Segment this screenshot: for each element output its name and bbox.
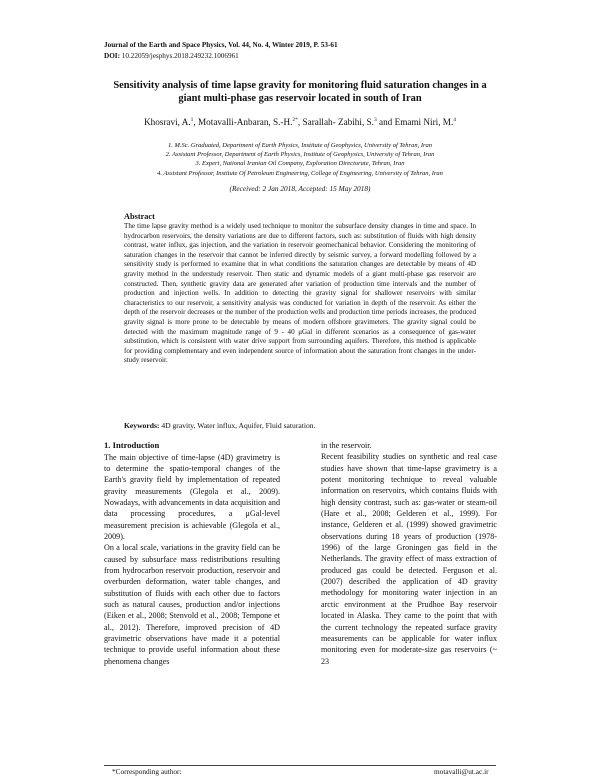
author-name: Khosravi, A. bbox=[143, 117, 191, 127]
keywords-label: Keywords: bbox=[124, 421, 160, 430]
keywords-text: 4D gravity, Water influx, Aquifer, Fluid saturation. bbox=[159, 421, 316, 430]
affiliation: 1. M.Sc. Graduated, Department of Earth Physics, Institute of Geophysics, University of Tehran, Iran bbox=[167, 142, 433, 149]
author-affil-mark: 1 bbox=[190, 116, 194, 123]
keywords-line bbox=[124, 421, 476, 431]
received-dates: (Received: 2 Jan 2018, Accepted: 15 May 2018) bbox=[229, 184, 371, 193]
body-paragraph: The main objective of time-lapse (4D) gravimetry is to determine the spatio-temporal changes of the Earth's gravity field by implementation of repeated gravity measurements (Glegola et al., 2009). Nowadays, with advancements in data acquisition and data processing procedures, a μGal-level measurement precision is achievable (Glegola et al., 2009). bbox=[104, 452, 280, 541]
author-separator: and bbox=[376, 117, 395, 127]
affiliation: 3. Expert, National Iranian Oil Company, Exploration Directorate, Tehran, Iran bbox=[195, 160, 405, 168]
left-column bbox=[104, 440, 280, 667]
journal-header: Journal of the Earth and Space Physics, Vol. 44, No. 4, Winter 2019, P. 53-61 bbox=[104, 41, 338, 49]
author-name: Sarallah- Zabihi, S. bbox=[302, 117, 374, 127]
abstract-text: The time lapse gravity method is a widely used technique to monitor the subsurface density changes in time and space. In hydrocarbon reservoirs, the density variations are due to different factors, such as: substitution of fluids with high density contrast, water influx, gas injection, and the variation in reservoir geomechanical behavior. Considering the monitoring of saturation changes in the reservoir that cannot be inferred directly by seismic survey, a forward modelling followed by a sensitivity study is performed to examine that in what conditions the saturation changes are detectable by means of 4D gravity method in the understudy reservoir. Then static and dynamic models of a giant multi-phase gas reservoir are constructed. Then, synthetic gravity data are generated after variation of production time intervals and the number of production and injection wells. In addition to detecting the gravity signal for shallower reservoirs with similar characteristics to our reservoir, a sensitivity analysis was conducted for variation in depth of the reservoir. As either the depth of the reservoir decreases or the number of the production wells and production time periods increases, the produced gravity signal is more prone to be detectable by means of modern offshore gravimeters. The gravity signal could be detected with the maximum magnitude range of 9 - 40 μGal in different scenarios as a consequence of gas-water substitution, which is consistent with water drive support from surrounding aquifers. Therefore, this method is applicable for providing complementary and even independent source of information about the saturation front changes in the under-study reservoir. bbox=[124, 222, 476, 365]
author-separator: , bbox=[193, 117, 199, 127]
affiliation: 4. Assistant Professor, Institute Of Petroleum Engineering, College of Engineering, University of Tehran, Iran bbox=[157, 169, 443, 177]
affiliation: 2. Assistant Professor, Department of Earth Physics, Institute of Geophysics, University of Tehran, Iran bbox=[165, 151, 435, 159]
author-affil-mark: 2* bbox=[292, 116, 298, 123]
author-name: Emami Niri, M. bbox=[394, 117, 454, 127]
paper-title: Sensitivity analysis of time lapse gravity for monitoring fluid saturation changes in a giant multi-phase gas reservoir located in south of Iran bbox=[113, 80, 487, 104]
body-paragraph: On a local scale, variations in the gravity field can be caused by subsurface mass redistributions resulting from hydrocarbon reservoir production, reservoir and overburden deformation, water table changes, and substitution of fluids with each other due to factors such as natural causes, production and/or injections (Eiken et al., 2008; Stenvold et al., 2008; Tempone et al., 2012). Therefore, improved precision of 4D gravimetric observations have made it a potential technique to provide useful information about these phenomena changes bbox=[104, 543, 280, 666]
body-paragraph: Recent feasibility studies on synthetic and real case studies have shown that time-lapse gravimetry is a potent monitoring technique to reveal valuable information on reservoirs, which contains fluids with high density contrast, such as: gas-water or steam-oil (Hare et al., 2008; Gelderen et al., 1999). For instance, Gelderen et al. (1999) showed gravimetric observations during 18 years of production (1978-1996) of the large Groningen gas field in the Netherlands. The gravity effect of mass extraction of produced gas could be detected. Ferguson et al. (2007) described the application of 4D gravity methodology for monitoring water injection in an arctic environment at the Prudhoe Bay reservoir located in Alaska. They came to the point that with the current technology the repeated surface gravity measurements can be applicable for water influx monitoring even for moderate-size gas reservoirs (~ 23 bbox=[321, 452, 497, 666]
author-list bbox=[104, 116, 496, 128]
body-paragraph: in the reservoir. bbox=[321, 441, 372, 450]
author-name: Motavalli-Anbaran, S.-H. bbox=[198, 117, 293, 127]
corresponding-author-label: *Corresponding author: bbox=[112, 767, 182, 776]
affiliation-list bbox=[104, 141, 496, 178]
footer-divider bbox=[104, 765, 496, 766]
doi-line bbox=[104, 51, 239, 62]
doi-value[interactable]: 10.22059/jesphys.2018.249232.1006961 bbox=[121, 52, 239, 60]
author-separator: , bbox=[297, 117, 303, 127]
section-heading-introduction: 1. Introduction bbox=[104, 440, 160, 450]
author-affil-mark: 3 bbox=[373, 116, 377, 123]
corresponding-email[interactable]: motavalli@ut.ac.ir bbox=[434, 767, 489, 776]
abstract-heading: Abstract bbox=[124, 212, 155, 221]
right-column bbox=[321, 440, 497, 667]
doi-label: DOI: bbox=[104, 52, 120, 60]
author-affil-mark: 4 bbox=[453, 116, 457, 123]
